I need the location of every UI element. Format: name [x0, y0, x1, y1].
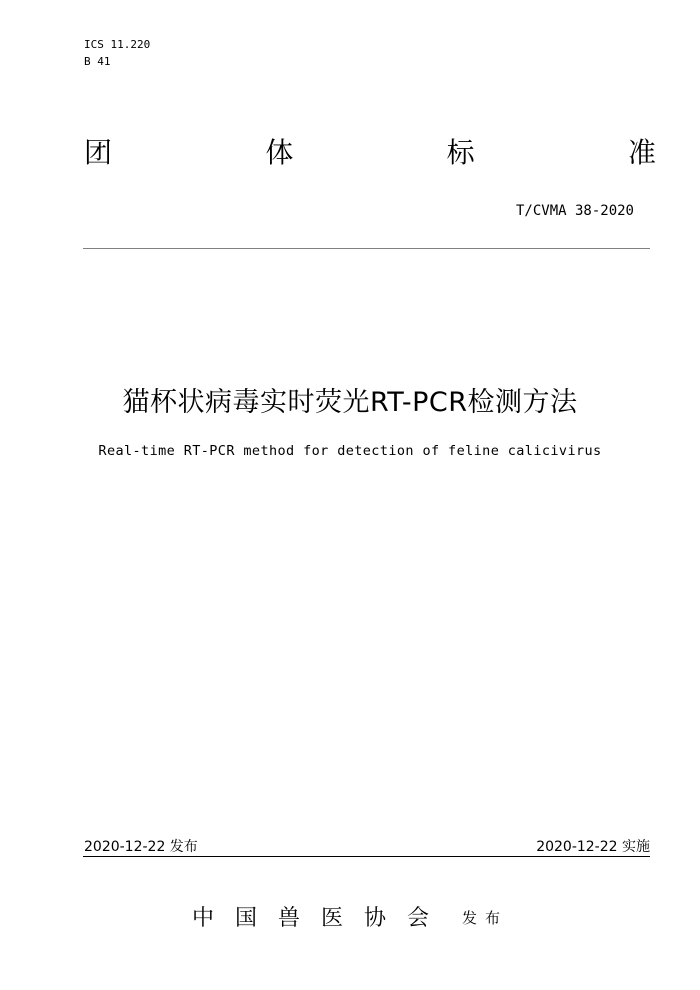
classification-codes — [84, 36, 150, 70]
standard-number: T/CVMA 38-2020 — [515, 203, 634, 219]
standard-type-char: 体 — [265, 136, 294, 169]
standard-type-char: 准 — [627, 136, 656, 169]
implementation-date: 2020-12-22 实施 — [536, 839, 650, 855]
title-english: Real-time RT-PCR method for detection of feline calicivirus — [98, 443, 602, 459]
header-divider — [83, 248, 650, 249]
publish-date: 2020-12-22 发布 — [84, 839, 198, 855]
publisher-suffix: 发布 — [462, 909, 509, 927]
title-chinese: 猫杯状病毒实时荧光RT-PCR检测方法 — [122, 387, 578, 418]
publisher-name: 中国兽医协会 — [191, 906, 450, 931]
standard-type-char: 标 — [446, 136, 475, 169]
ics-code: ICS 11.220 — [84, 38, 151, 51]
publisher — [0, 904, 700, 933]
date-divider — [83, 856, 650, 857]
standard-type-char: 团 — [84, 136, 113, 169]
ccs-code: B 41 — [84, 55, 111, 68]
standard-type-heading — [84, 136, 656, 170]
